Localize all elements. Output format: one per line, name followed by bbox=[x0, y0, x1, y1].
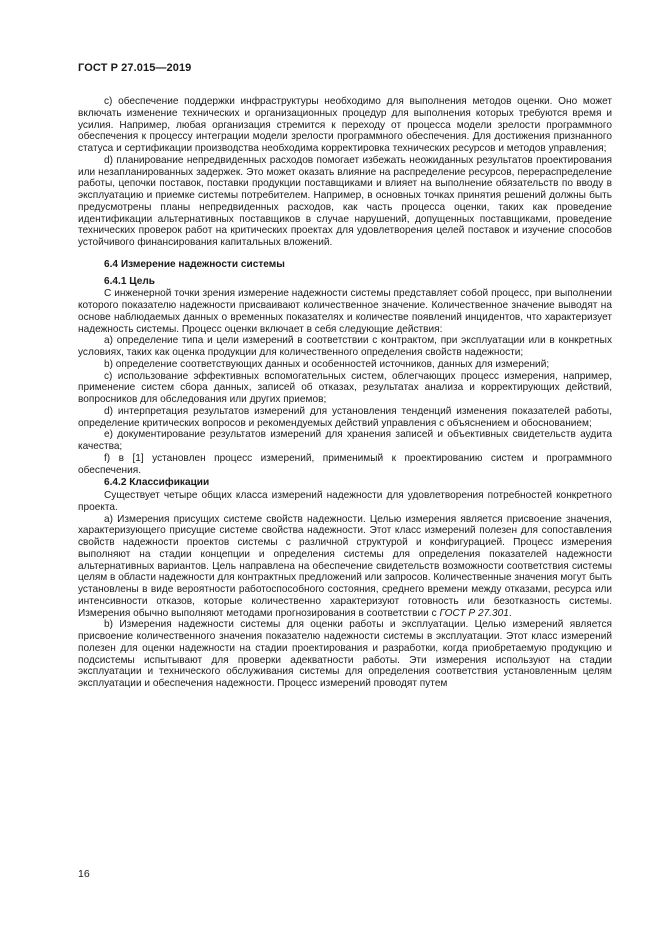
subsection-heading-6-4-1: 6.4.1 Цель bbox=[104, 275, 155, 287]
paragraph-6-4-1-intro: С инженерной точки зрения измерение надежности системы представляет собой процесс, при выполнении которого показателю надежности присваивают количественное значение. Количественное значение выводят на основе наблюдаемых данных о временных показателях и количестве появлений инцидентов, что характеризует надежность системы. Процесс оценки включает в себя следующие действия: bbox=[78, 288, 612, 335]
document-body bbox=[78, 96, 612, 690]
paragraph-6-4-2-class-b: b) Измерения надежности системы для оценки работы и эксплуатации. Целью измерений является присвоение количественного значения показателю надежности системы в эксплуатации. Этот класс измерений полезен для оценки надежности на стадии проектирования и разработки, когда приобретаемую продукцию и подсистемы испытывают для проверки адекватности работы. Эти измерения используют на стадии эксплуатации и технического обслуживания системы для определения соответствия установленным целям эксплуатации и обеспечения надежности. Процесс измерений проводят путем bbox=[78, 619, 612, 689]
page-number: 16 bbox=[78, 868, 90, 880]
list-item-c: c) использование эффективных вспомогательных систем, облегчающих процесс измерения, например, применение систем сбора данных, записей об отказах, результатах анализа и корректирующих действий, вопросников для обследования или других приемов; bbox=[78, 370, 612, 405]
class-a-process-text: Процесс измерения выполняют на стадии концепции и определения системы для определения показателей надежности альтернативных вариантов. Цель направлена на обеспечение свидетельств возможности соответствия системы целям в области надежности для контрактных предложений или запросов. Количественные значения могут быть установлены в виде вероятности работоспособного состояния, среднего времени между отказами, ресурса или интенсивности отказов, которые количественно характеризуют готовность или безотказность системы. Измерения обычно выполняют методами прогнозирования в соответствии с bbox=[78, 537, 612, 619]
list-item-b: b) определение соответствующих данных и особенностей источников, данных для измерений; bbox=[104, 358, 550, 370]
paragraph-6-4-2-intro: Существует четыре общих класса измерений надежности для удовлетворения потребностей конкретного проекта. bbox=[78, 490, 612, 513]
list-item-f: f) в [1] установлен процесс измерений, применимый к проектированию систем и программного обеспечения. bbox=[78, 452, 612, 476]
paragraph-d-contingency: d) планирование непредвиденных расходов помогает избежать неожиданных результатов проектирования или незапланированных задержек. Это может оказать влияние на распределение ресурсов, перераспределение работы, цепочки поставок, поставки продукции поставщиками и влияет на выполнение обязательств по вводу в эксплуатацию и приемке системы потребителем. Например, в основных точках принятия решений должны быть предусмотрены планы непредвиденных расходов, как часть процесса оценки, таких как проведение идентификации альтернативных поставщиков в случае нарушений, допущенных поставщиками, проведение технических проверок работ на критических проектах для удовлетворения целей поставок и изучение способов устойчивого финансирования капитальных вложений. bbox=[78, 154, 612, 248]
document-code-header: ГОСТ Р 27.015—2019 bbox=[78, 62, 192, 74]
class-a-text: a) Измерения присущих системе свойств надежности. Целью измерения является присвоение значения, характеризующего присущие системе свойства надежности. Этот класс измерений полезен для сопоставления свойств надежности проектов системы с различной структурой и конфигурацией. bbox=[78, 513, 612, 548]
list-item-a: a) определение типа и цели измерений в соответствии с контрактом, при эксплуатации или в конкретных условиях, таких как оценка продукции для количественного определения свойств надежности; bbox=[78, 335, 612, 358]
paragraph-c-infrastructure: с) обеспечение поддержки инфраструктуры необходимо для выполнения методов оценки. Оно может включать изменение технических и организационных процедур для выполнения которых требуются время и усилия. Например, любая организация стремится к переходу от процесса модели зрелости программного обеспечения к процессу интеграции модели зрелости программного обеспечения. Для достижения признанного статуса и сертификации производства необходима корректировка технических ресурсов и методов управления; bbox=[78, 96, 612, 154]
paragraph-6-4-2-class-a bbox=[78, 514, 612, 620]
section-heading-6-4: 6.4 Измерение надежности системы bbox=[104, 258, 285, 270]
subsection-heading-6-4-2: 6.4.2 Классификации bbox=[104, 477, 210, 489]
class-a-end: . bbox=[508, 607, 512, 619]
list-item-d: d) интерпретация результатов измерений для установления тенденций изменения показателей работы, определение критических вопросов и рекомендуемых действий управления с объяснением и обоснованием; bbox=[78, 405, 612, 429]
list-item-e: e) документирование результатов измерений для хранения записей и объективных свидетельств аудита качества; bbox=[78, 429, 612, 452]
standard-reference-link: ГОСТ Р 27.301 bbox=[439, 607, 509, 619]
